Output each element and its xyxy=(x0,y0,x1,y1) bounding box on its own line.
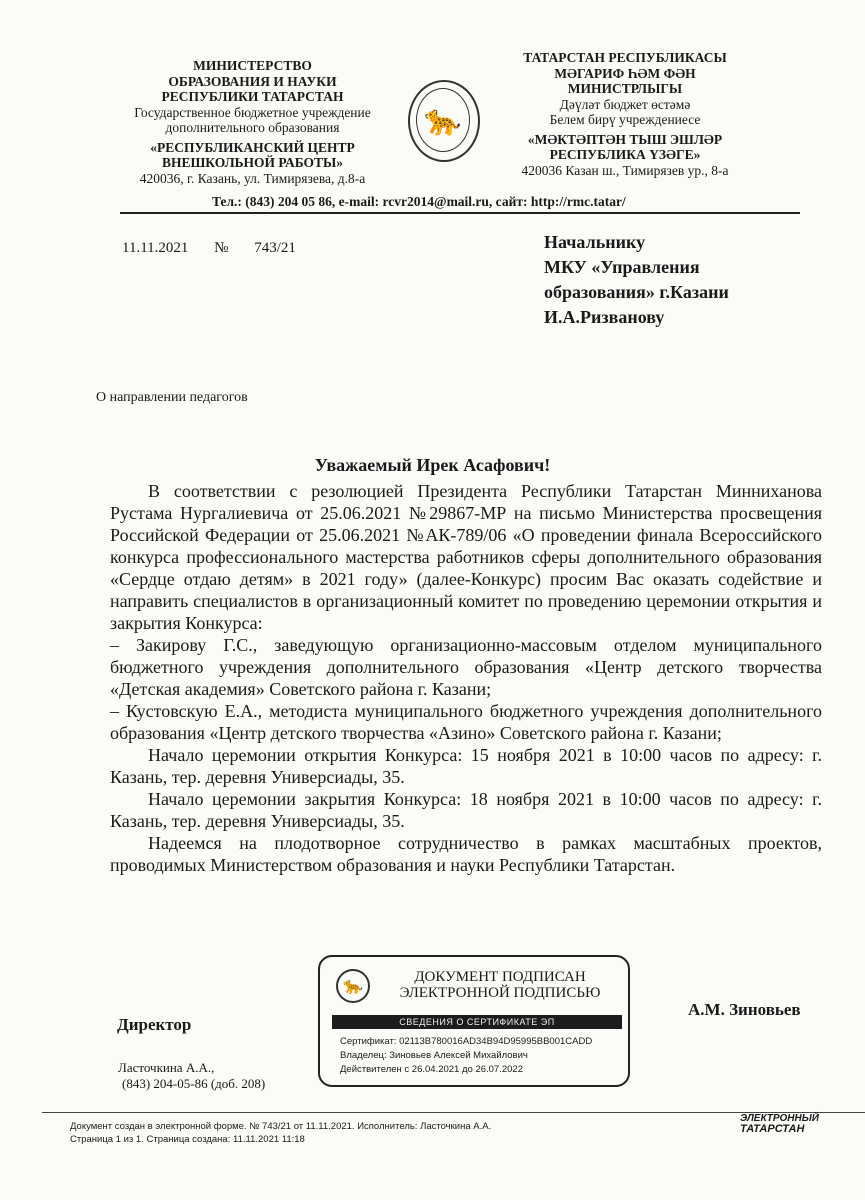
org-line: ОБРАЗОВАНИЯ И НАУКИ xyxy=(168,73,337,89)
certificate-owner: Владелец: Зиновьев Алексей Михайлович xyxy=(340,1050,528,1061)
salutation: Уважаемый Ирек Асафович! xyxy=(314,455,551,475)
org-line: ВНЕШКОЛЬНОЙ РАБОТЫ» xyxy=(161,155,344,170)
org-line: Дәүләт бюджет өстәмә xyxy=(559,96,691,112)
header-divider xyxy=(120,212,800,214)
body-paragraph: В соответствии с резолюцией Президента Республики Татарстан Минниханова Рустама Нургалиевича от 25.06.2021 №29867-МР на письмо Министерства просвещения Российской Федерации от 25.06.2021 №АК-789/06 «О проведении финала Всероссийского конкурса профессионального мастерства работников сферы дополнительного образования «Сердце отдаю детям» в 2021 году» (далее-Конкурс) просим Вас оказать содействие и направить специалистов в организационный комитет по проведению церемонии открытия и закрытия Конкурса: xyxy=(110,481,822,633)
body-paragraph: Начало церемонии закрытия Конкурса: 18 ноября 2021 в 10:00 часов по адресу: г. Казань, тер. деревня Универсиады, 35. xyxy=(110,789,822,831)
executor-phone: (843) 204-05-86 (доб. 208) xyxy=(122,1076,266,1091)
org-line: Государственное бюджетное учреждение xyxy=(134,104,371,120)
org-address: 420036, г. Казань, ул. Тимирязева, д.8-а xyxy=(139,170,366,186)
contacts-line xyxy=(212,194,626,210)
letter-body xyxy=(110,480,822,876)
addressee-line: И.А.Ризванову xyxy=(544,307,665,327)
addressee-line: образования» г.Казани xyxy=(544,282,729,302)
addressee-line: Начальнику xyxy=(544,232,646,252)
logo-line: ЭЛЕКТРОННЫЙ xyxy=(740,1113,819,1124)
addressee xyxy=(544,230,729,330)
org-line: ТАТАРСТАН РЕСПУБЛИКАСЫ xyxy=(523,50,727,65)
footer-line: Документ создан в электронной форме. № 743/21 от 11.11.2021. Исполнитель: Ласточкина А.А. xyxy=(70,1121,492,1132)
body-paragraph: – Кустовскую Е.А., методиста муниципального бюджетного учреждения дополнительного образования «Центр детского творчества «Азино» Советского района г. Казани; xyxy=(110,701,822,743)
org-line: МИНИСТРЛЫГЫ xyxy=(567,81,683,96)
org-line: МӘГАРИФ ҺӘМ ФӘН xyxy=(554,65,696,81)
reg-date: 11.11.2021 xyxy=(122,240,189,256)
org-line: МИНИСТЕРСТВО xyxy=(193,58,312,73)
body-paragraph: – Закирову Г.С., заведующую организационно-массовым отделом муниципального бюджетного учреждения дополнительного образования «Центр детского творчества «Детская академия» Советского района г. Казани; xyxy=(110,635,822,699)
stamp-title-line: ДОКУМЕНТ ПОДПИСАН xyxy=(414,969,586,985)
site-link[interactable]: http://rmc.tatar/ xyxy=(530,194,626,209)
stamp-title xyxy=(390,969,610,1001)
subject: О направлении педагогов xyxy=(96,390,248,405)
certificate-info xyxy=(340,1035,592,1077)
header-right-tatar xyxy=(500,50,750,178)
registration-info xyxy=(122,240,318,257)
signer-position: Директор xyxy=(117,1015,192,1034)
footer-line: Страница 1 из 1. Страница создана: 11.11.2021 11:18 xyxy=(70,1134,305,1145)
electronic-signature-stamp xyxy=(318,955,630,1087)
org-line: Белем бирү учреждениесе xyxy=(549,112,701,127)
org-line: «РЕСПУБЛИКАНСКИЙ ЦЕНТР xyxy=(150,139,355,155)
contacts-text: Тел.: (843) 204 05 86, e-mail: rcvr2014@mail.ru, сайт: xyxy=(212,194,531,209)
org-address: 420036 Казан ш., Тимирязев ур., 8-а xyxy=(521,162,729,178)
org-line: РЕСПУБЛИКА ҮЗӘГЕ» xyxy=(549,147,701,162)
body-paragraph: Надеемся на плодотворное сотрудничество в рамках масштабных проектов, проводимых Министерством образования и науки Республики Татарстан. xyxy=(110,833,822,875)
emblem-icon: 🐆 xyxy=(336,969,370,1003)
addressee-line: МКУ «Управления xyxy=(544,257,700,277)
executor-info xyxy=(118,1060,265,1092)
logo-line: ТАТАРСТАН xyxy=(740,1123,805,1135)
footer xyxy=(70,1120,491,1146)
org-line: «МӘКТӘПТӘН ТЫШ ЭШЛӘР xyxy=(527,131,723,147)
org-line: РЕСПУБЛИКИ ТАТАРСТАН xyxy=(161,89,344,104)
electronic-tatarstan-logo xyxy=(726,1113,819,1135)
executor-name: Ласточкина А.А., xyxy=(118,1060,215,1075)
signer-name: А.М. Зиновьев xyxy=(688,1000,801,1019)
certificate-number: Сертификат: 02113B780016AD34B94D95995BB001CADD xyxy=(340,1036,593,1047)
stamp-bar: СВЕДЕНИЯ О СЕРТИФИКАТЕ ЭП xyxy=(332,1015,622,1029)
stamp-title-line: ЭЛЕКТРОННОЙ ПОДПИСЬЮ xyxy=(399,985,601,1001)
reg-number-sign: № xyxy=(214,240,229,256)
org-line: дополнительного образования xyxy=(165,120,340,135)
reg-number: 743/21 xyxy=(254,240,296,256)
header-left-russian xyxy=(110,58,395,186)
certificate-validity: Действителен с 26.04.2021 до 26.07.2022 xyxy=(340,1064,523,1075)
tatarstan-emblem-icon: 🐆 xyxy=(408,80,480,162)
body-paragraph: Начало церемонии открытия Конкурса: 15 ноября 2021 в 10:00 часов по адресу: г. Казань, тер. деревня Универсиады, 35. xyxy=(110,745,822,787)
